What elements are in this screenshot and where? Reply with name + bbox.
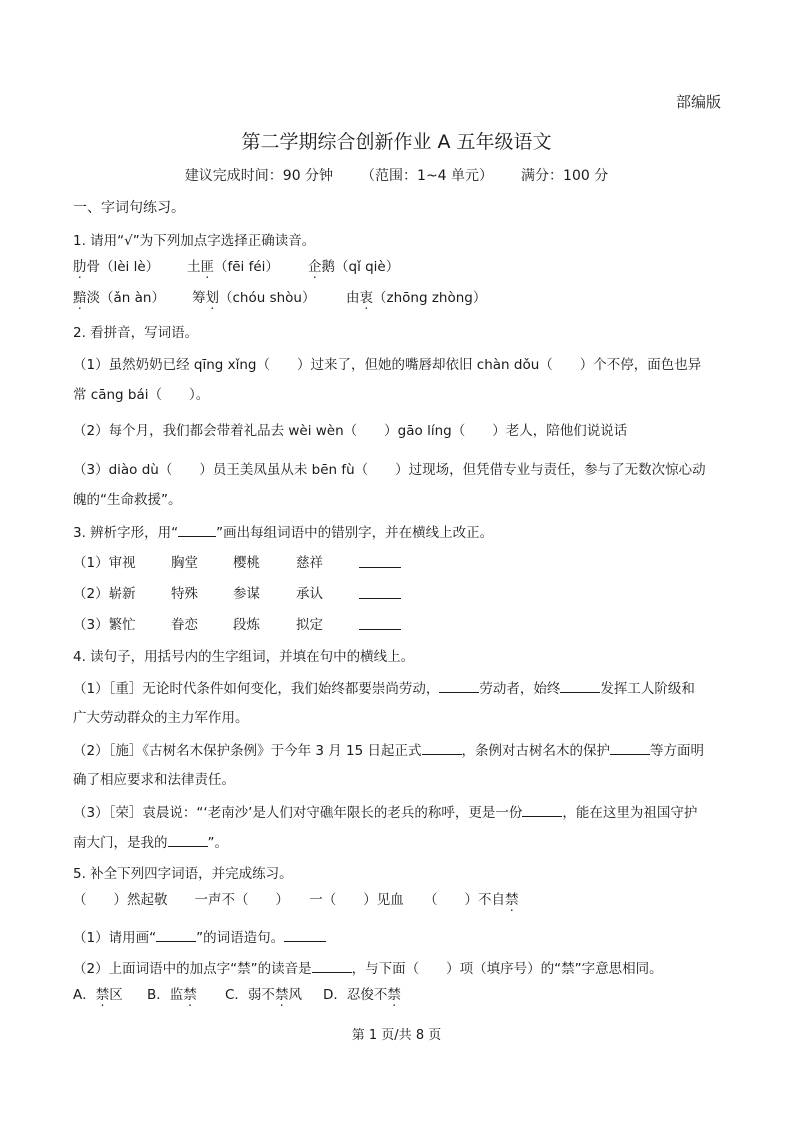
q3-answer-line[interactable] [359,584,401,605]
q3-prompt: 3. 辨析字形，用“ ”画出每组词语中的错别字，并在横线上改正。 [73,522,493,543]
q5-sentence-2: （2）上面词语中的加点字“禁”的读音是 ，与下面（ ）项（填序号）的“禁”字意思相同。 [73,958,663,979]
q1-item: 肋骨（lèi lè） [73,259,160,275]
q2-prompt: 2. 看拼音，写词语。 [73,325,199,341]
q3-word: 承认 [296,586,323,602]
q2-sentence-2: （2）每个月，我们都会带着礼品去 wèi wèn（ ）gāo líng（ ）老人，陪他们说说话 [73,423,628,439]
q3-word: 特殊 [171,586,198,602]
exam-info [0,166,793,186]
q3-row: （3）繁忙 [73,617,136,633]
q3-word: 樱桃 [233,555,260,571]
q3-word: 胸堂 [171,555,198,571]
q4-sentence-3-cont: 南大门，是我的 ”。 [73,832,228,853]
q5-option[interactable]: C．弱不禁风 [225,987,302,1003]
edition-label: 部编版 [675,93,721,111]
q3-answer-line[interactable] [359,615,401,636]
q4-sentence-2-cont: 确了相应要求和法律责任。 [73,772,235,788]
page-number: 第 1 页/共 8 页 [351,1028,442,1043]
q5-option[interactable]: A．禁区 [73,987,123,1003]
q5-option[interactable]: B．监禁 [147,987,197,1003]
q2-sentence-1: （1）虽然奶奶已经 qīng xǐng（ ）过来了，但她的嘴唇却依旧 chàn dǒu（ ）个不停，面色也异 [73,357,702,373]
q3-word: 慈祥 [296,555,323,571]
q3-word: 拟定 [296,617,323,633]
q3-row: （1）审视 [73,555,136,571]
info-score: 满分：100 分 [521,168,609,184]
info-scope: （范围：1~4 单元） [361,168,494,184]
q5-sentence-1: （1）请用画“ ”的词语造句。 [73,927,326,948]
q5-words: （ ）然起敬 一声不（ ） 一（ ）见血 （ ）不自禁 [73,892,519,908]
q5-option[interactable]: D．忍俊不禁 [323,987,401,1003]
q1-item: 筹划（chóu shòu） [192,290,316,306]
info-time: 建议完成时间：90 分钟 [184,168,334,184]
q3-row: （2）崭新 [73,586,136,602]
q4-prompt: 4. 读句子，用括号内的生字组词，并填在句中的横线上。 [73,649,415,665]
q1-item: 土匪（fēi féi） [187,259,279,275]
q1-item: 由衷（zhōng zhòng） [346,290,487,306]
q3-word: 眷恋 [171,617,198,633]
q2-sentence-1-cont: 常 cāng bái（ ）。 [73,387,210,403]
q4-sentence-2: （2）［施］《古树名木保护条例》于今年 3 月 15 日起正式 ，条例对古树名木的保护 等方面明 [73,740,704,761]
section-heading: 一、字词句练习。 [73,200,185,216]
q2-sentence-3: （3）diào dù（ ）员王美凤虽从未 bēn fù（ ）过现场，但凭借专业与责任，参与了无数次惊心动 [73,462,706,478]
q1-prompt: 1. 请用“√”为下列加点字选择正确读音。 [73,233,316,249]
q3-word: 段炼 [233,617,260,633]
q1-item: 黯淡（ǎn àn） [73,290,165,306]
q3-word: 参谋 [233,586,260,602]
q4-sentence-3: （3）［荣］袁晨说：“‘老南沙’是人们对守礁年限长的老兵的称呼，更是一份 ，能在这里为祖国守护 [73,802,697,823]
q4-sentence-1-cont: 广大劳动群众的主力军作用。 [73,710,249,726]
q3-answer-line[interactable] [359,553,401,574]
q2-sentence-3-cont: 魄的“生命救援”。 [73,492,182,508]
q5-prompt: 5. 补全下列四字词语，并完成练习。 [73,866,293,882]
q1-item: 企鹅（qǐ qiè） [308,259,400,275]
page-title: 第二学期综合创新作业 A 五年级语文 [241,131,552,153]
q4-sentence-1: （1）［重］无论时代条件如何变化，我们始终都要崇尚劳动， 劳动者，始终 发挥工人阶级和 [73,678,695,699]
